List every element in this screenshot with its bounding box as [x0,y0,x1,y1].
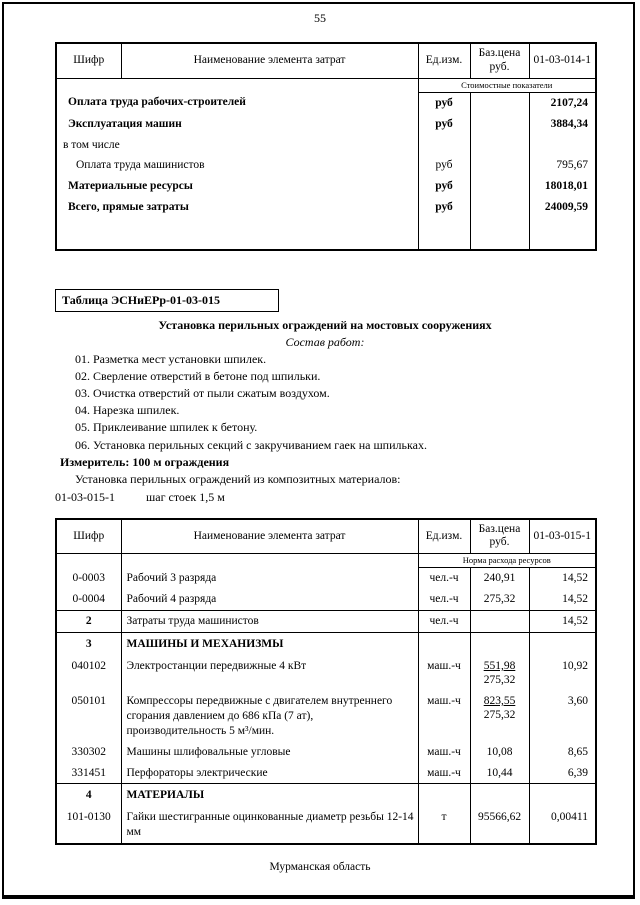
cell-value: 3884,34 [529,114,596,135]
table-spacer-row [56,218,596,250]
composition-heading: Состав работ: [285,335,365,350]
cell-unit: маш.-ч [418,742,470,763]
table-row [56,763,596,784]
cell-unit [418,784,470,807]
table-row [56,589,596,610]
cell-base-price [470,155,529,176]
cell-base-price: 240,91 [470,568,529,589]
cell-unit: руб [418,155,470,176]
table-section-row [56,784,596,807]
cell-name: Оплата труда машинистов [56,155,418,176]
cell-unit: руб [418,176,470,197]
cell-base-price: 10,44 [470,763,529,784]
cell-unit: маш.-ч [418,656,470,691]
table-row [56,135,596,156]
subheader-empty [56,554,121,568]
col-header-base-price: Баз.цена руб. [470,519,529,554]
measure-line: Измеритель: 100 м ограждения [60,454,230,469]
table-row [56,807,596,844]
col-header-unit: Ед.изм. [418,43,470,78]
col-header-base-price: Баз.цена руб. [470,43,529,78]
resource-norms-table [55,518,597,846]
cell-unit: чел.-ч [418,589,470,610]
base-price-numerator: 551,98 [483,660,516,673]
cell-name: МАТЕРИАЛЫ [121,784,418,807]
table-header-row [56,43,596,78]
cell-code: 2 [56,611,121,633]
cell-name: Оплата труда рабочих-строителей [56,92,418,113]
cell-name: Всего, прямые затраты [56,197,418,218]
subheader-label: Норма расхода ресурсов [418,554,596,568]
base-price-denominator: 275,32 [483,709,516,722]
cell-value: 8,65 [529,742,596,763]
cell-base-price [470,784,529,807]
col-header-code: Шифр [56,43,121,78]
cell-code: 0-0004 [56,589,121,610]
base-price-numerator: 823,55 [483,694,516,707]
cell-unit: чел.-ч [418,568,470,589]
cell-name: Эксплуатация машин [56,114,418,135]
cell-value: 18018,01 [529,176,596,197]
cell-unit: руб [418,197,470,218]
variant-code: 01-03-015-1 [55,489,115,504]
cell-value [529,784,596,807]
table-row [56,568,596,589]
cell-name: МАШИНЫ И МЕХАНИЗМЫ [121,633,418,656]
cell-name: Гайки шестигранные оцинкованные диаметр резьбы 12-14 мм [121,807,418,844]
cell-code: 3 [56,633,121,656]
table-label: Таблица ЭСНиЕРр-01-03-015 [55,289,279,312]
cell-code: 101-0130 [56,807,121,844]
cell-name: в том числе [56,135,418,156]
col-header-name: Наименование элемента затрат [121,519,418,554]
cell-base-price [470,611,529,633]
cell-name: Компрессоры передвижные с двигателем внутреннего сгорания давлением до 686 кПа (7 ат), производительность 5 м³/мин. [121,691,418,742]
page-number: 55 [314,11,326,25]
table-label-row [55,289,595,312]
cell-value: 0,00411 [529,807,596,844]
subheader-empty [121,554,418,568]
cell-code: 0-0003 [56,568,121,589]
cell-base-price [470,633,529,656]
cell-base-price [470,691,529,742]
cell-name: Машины шлифовальные угловые [121,742,418,763]
table-row [56,176,596,197]
cell-value: 3,60 [529,691,596,742]
table-row [56,611,596,633]
cell-code: 4 [56,784,121,807]
composition-item: 05. Приклеивание шпилек к бетону. [75,420,258,435]
section-title: Установка перильных ограждений на мостовых сооружениях [158,318,492,333]
table-subheader-row [56,78,596,92]
cell-name: Электростанции передвижные 4 кВт [121,656,418,691]
cell-base-price [470,92,529,113]
cell-unit: руб [418,114,470,135]
cell-base-price [470,656,529,691]
composition-item: 02. Сверление отверстий в бетоне под шпильки. [75,369,321,384]
cell-code: 330302 [56,742,121,763]
composition-item: 04. Нарезка шпилек. [75,403,180,418]
cell-code: 331451 [56,763,121,784]
variant-line [55,489,595,506]
subheader-label: Стоимостные показатели [418,78,596,92]
table-section-row [56,633,596,656]
cell-unit: маш.-ч [418,691,470,742]
cell-unit: маш.-ч [418,763,470,784]
cell-value: 6,39 [529,763,596,784]
cell-value: 10,92 [529,656,596,691]
table-header-row [56,519,596,554]
cell-value [529,135,596,156]
cell-value [529,633,596,656]
base-price-denominator: 275,32 [483,674,516,687]
cell-unit: руб [418,92,470,113]
cell-base-price [470,114,529,135]
cell-base-price: 275,32 [470,589,529,610]
cost-indicators-table [55,42,597,251]
cell-base-price: 10,08 [470,742,529,763]
cell-name: Материальные ресурсы [56,176,418,197]
cell-base-price [470,197,529,218]
table-row [56,742,596,763]
table-subheader-row [56,554,596,568]
norm-section [55,289,595,505]
region-footer: Мурманская область [269,861,371,874]
cell-base-price: 95566,62 [470,807,529,844]
cell-code: 050101 [56,691,121,742]
cell-name: Рабочий 3 разряда [121,568,418,589]
cell-value: 24009,59 [529,197,596,218]
col-header-estimate-code: 01-03-014-1 [529,43,596,78]
col-header-estimate-code: 01-03-015-1 [529,519,596,554]
table-row [56,114,596,135]
cell-value: 14,52 [529,611,596,633]
col-header-unit: Ед.изм. [418,519,470,554]
cell-code: 040102 [56,656,121,691]
cell-base-price [470,135,529,156]
cell-value: 2107,24 [529,92,596,113]
cell-name: Перфораторы электрические [121,763,418,784]
cell-base-price [470,176,529,197]
composition-item: 06. Установка перильных секций с закручиванием гаек на шпильках. [75,437,427,452]
cell-unit: т [418,807,470,844]
cell-name: Рабочий 4 разряда [121,589,418,610]
subheader-empty [56,78,418,92]
cell-unit [418,135,470,156]
section-subtitle: Установка перильных ограждений из композитных материалов: [75,471,401,486]
composition-item: 01. Разметка мест установки шпилек. [75,352,267,367]
table-row [56,691,596,742]
cell-unit [418,633,470,656]
cell-value: 14,52 [529,589,596,610]
table-row [56,155,596,176]
cell-value: 14,52 [529,568,596,589]
cell-unit: чел.-ч [418,611,470,633]
table-row [56,656,596,691]
composition-item: 03. Очистка отверстий от пыли сжатым воздухом. [75,386,330,401]
col-header-name: Наименование элемента затрат [121,43,418,78]
cell-name: Затраты труда машинистов [121,611,418,633]
table-row [56,92,596,113]
variant-description: шаг стоек 1,5 м [146,489,225,504]
col-header-code: Шифр [56,519,121,554]
table-row [56,197,596,218]
cell-value: 795,67 [529,155,596,176]
